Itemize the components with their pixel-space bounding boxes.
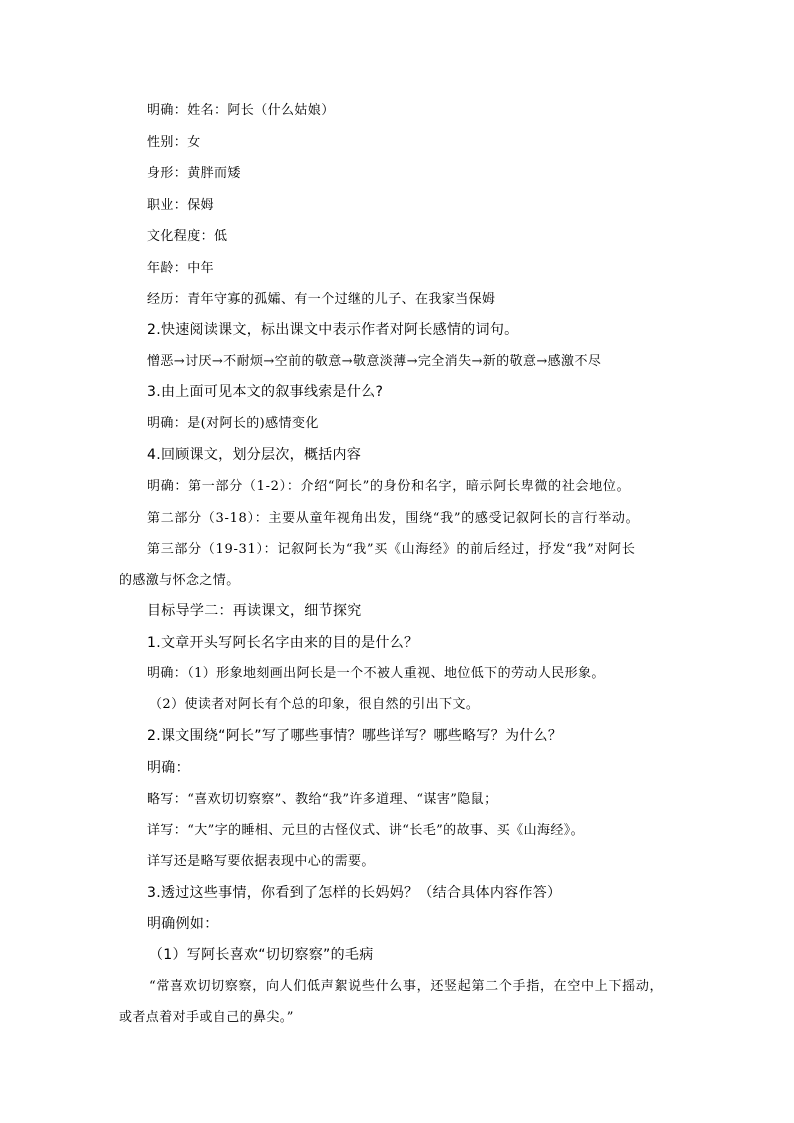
text-line: 1.文章开头写阿长名字由来的目的是什么？ <box>147 635 419 651</box>
text-line: 目标导学二：再读课文，细节探究 <box>147 603 362 619</box>
text-line: 的感激与怀念之情。 <box>119 573 240 588</box>
text-line: 性别：女 <box>147 135 201 150</box>
text-line: 或者点着对手或自己的鼻尖。” <box>119 1010 294 1025</box>
text-line: 文化程度：低 <box>147 229 228 244</box>
text-line: 明确：是(对阿长的)感情变化 <box>147 416 319 431</box>
text-line: 职业：保姆 <box>147 198 215 213</box>
text-line: 憎恶→讨厌→不耐烦→空前的敬意→敬意淡薄→完全消失→新的敬意→感激不尽 <box>147 354 602 369</box>
text-line: 3.透过这些事情，你看到了怎样的长妈妈？（结合具体内容作答） <box>147 885 562 901</box>
text-line: 详写还是略写要依据表现中心的需要。 <box>147 854 375 869</box>
text-line: 经历：青年守寡的孤孀、有一个过继的儿子、在我家当保姆 <box>147 292 496 307</box>
text-line: 明确： <box>147 760 190 776</box>
text-line: （2）使读者对阿长有个总的印象，很自然的引出下文。 <box>149 697 480 712</box>
text-line: 年龄：中年 <box>147 261 215 276</box>
text-line: 明确例如： <box>147 916 219 932</box>
text-line: “常喜欢切切察察，向人们低声絮说些什么事，还竖起第二个手指，在空中上下摇动， <box>149 979 664 994</box>
text-line: 明确：（1）形象地刻画出阿长是一个不被人重视、地位低下的劳动人民形象。 <box>147 666 605 681</box>
text-line: 明确：姓名：阿长（什么姑娘） <box>147 103 335 118</box>
text-line: （1）写阿长喜欢“切切察察”的毛病 <box>149 947 374 963</box>
text-line: 身形：黄胖而矮 <box>147 166 241 181</box>
text-line: 详写：“大”字的睡相、元旦的古怪仪式、讲“长毛”的故事、买《山海经》。 <box>147 823 585 838</box>
text-line: 4.回顾课文，划分层次，概括内容 <box>147 447 362 463</box>
text-line: 第二部分（3-18）：主要从童年视角出发，围绕“我”的感受记叙阿长的言行举动。 <box>147 511 640 526</box>
text-line: 明确：第一部分（1-2）：介绍“阿长”的身份和名字，暗示阿长卑微的社会地位。 <box>147 479 631 494</box>
text-line: 2.快速阅读课文，标出课文中表示作者对阿长感情的词句。 <box>147 322 519 338</box>
text-line: 第三部分（19-31）：记叙阿长为“我”买《山海经》的前后经过，抒发“我”对阿长 <box>147 542 636 557</box>
text-line: 3.由上面可见本文的叙事线索是什么? <box>147 384 384 400</box>
text-line: 略写：“喜欢切切察察”、教给“我”许多道理、“谋害”隐鼠； <box>147 792 498 807</box>
text-line: 2.课文围绕“阿长”写了哪些事情？哪些详写？哪些略写？为什么？ <box>147 728 563 744</box>
